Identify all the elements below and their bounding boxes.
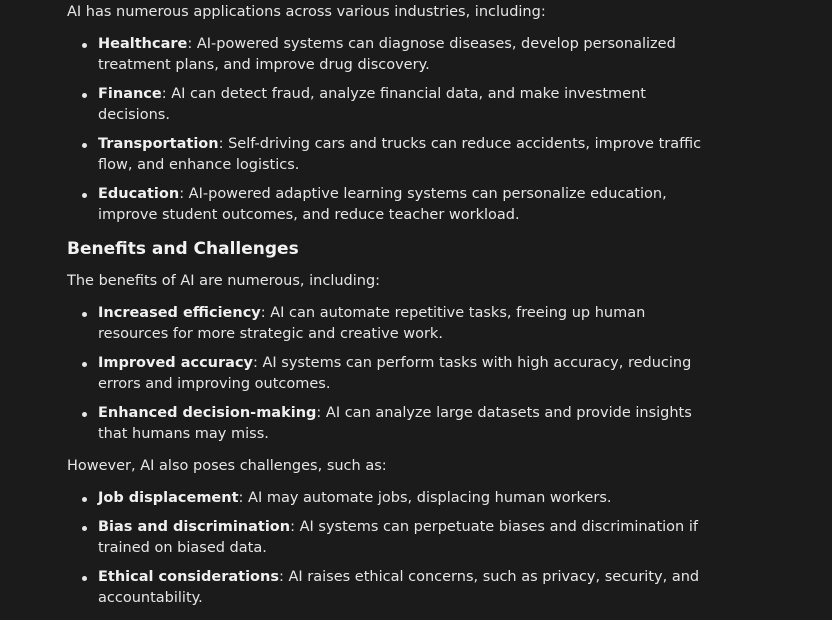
bullet-icon <box>82 43 87 48</box>
bullet-icon <box>82 143 87 148</box>
list-item-term: Improved accuracy <box>98 355 253 371</box>
list-item-term: Ethical considerations <box>98 569 279 585</box>
list-item <box>67 567 707 609</box>
bullet-icon <box>82 412 87 417</box>
applications-list <box>67 34 707 226</box>
bullet-icon <box>82 93 87 98</box>
list-item-text: : AI raises ethical concerns, such as privacy, security, and accountability. <box>98 569 700 606</box>
list-item <box>67 353 707 395</box>
list-item <box>67 84 707 126</box>
list-item <box>67 488 707 509</box>
list-item-term: Education <box>98 186 180 202</box>
list-item-text: : Self-driving cars and trucks can reduce accidents, improve traffic flow, and enhance logistics. <box>98 136 702 173</box>
bullet-icon <box>82 193 87 198</box>
list-item-text: : AI systems can perform tasks with high accuracy, reducing errors and improving outcomes. <box>98 355 692 392</box>
applications-intro: AI has numerous applications across various industries, including: <box>67 4 546 20</box>
bullet-icon <box>82 576 87 581</box>
list-item-text: : AI may automate jobs, displacing human workers. <box>238 490 612 506</box>
list-item-text: : AI-powered systems can diagnose diseases, develop personalized treatment plans, and improve drug discovery. <box>98 36 676 73</box>
list-item-term: Increased efficiency <box>98 305 261 321</box>
list-item-term: Bias and discrimination <box>98 519 291 535</box>
list-item <box>67 184 707 226</box>
list-item-term: Enhanced decision-making <box>98 405 317 421</box>
list-item-text: : AI-powered adaptive learning systems can personalize education, improve student outcomes, and reduce teacher workload. <box>98 186 667 223</box>
list-item-text: : AI can automate repetitive tasks, freeing up human resources for more strategic and creative work. <box>98 305 646 342</box>
list-item-term: Finance <box>98 86 162 102</box>
list-item-text: : AI can analyze large datasets and provide insights that humans may miss. <box>98 405 692 442</box>
list-item-term: Transportation <box>98 136 219 152</box>
bullet-icon <box>82 526 87 531</box>
challenges-intro: However, AI also poses challenges, such as: <box>67 458 387 474</box>
list-item <box>67 517 707 559</box>
benefits-list <box>67 303 707 445</box>
bullet-icon <box>82 362 87 367</box>
list-item-term: Job displacement <box>98 490 239 506</box>
list-item-text: : AI can detect fraud, analyze financial data, and make investment decisions. <box>98 86 646 123</box>
list-item <box>67 134 707 176</box>
section-heading: Benefits and Challenges <box>67 239 299 259</box>
list-item-text: : AI systems can perpetuate biases and discrimination if trained on biased data. <box>98 519 698 556</box>
bullet-icon <box>82 497 87 502</box>
list-item-term: Healthcare <box>98 36 188 52</box>
benefits-intro: The benefits of AI are numerous, including: <box>67 273 381 289</box>
bullet-icon <box>82 312 87 317</box>
list-item <box>67 34 707 76</box>
list-item <box>67 303 707 345</box>
message-content <box>67 2 707 620</box>
list-item <box>67 403 707 445</box>
